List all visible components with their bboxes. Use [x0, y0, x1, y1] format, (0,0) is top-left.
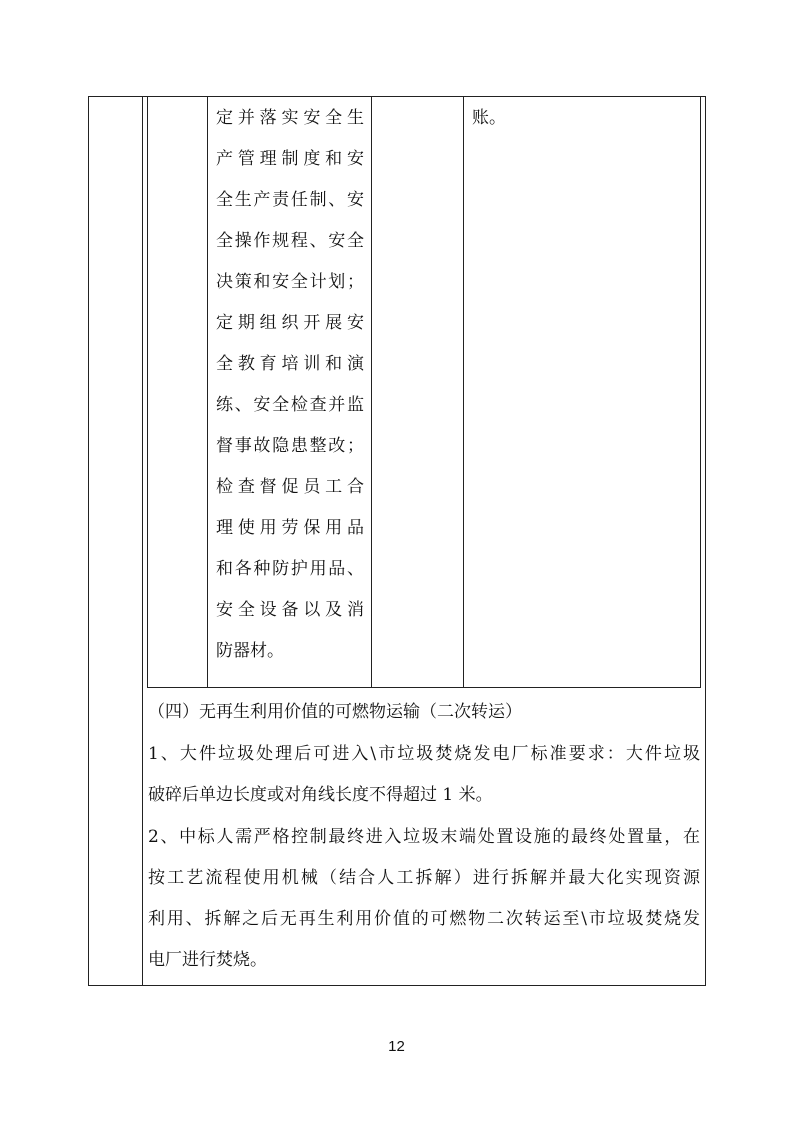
cell-text-line: 账。: [472, 108, 506, 128]
paragraph-1: [148, 734, 700, 816]
paragraph-line: 破碎后单边长度或对角线长度不得超过 1 米。: [148, 785, 493, 805]
table-left-border: [88, 96, 89, 986]
cell-text-line: 定并落实安全生: [216, 108, 364, 128]
column-divider-1: [142, 96, 143, 986]
inner-table-right-border: [700, 96, 701, 688]
cell-text-line: 理使用劳保用品: [216, 518, 364, 538]
cell-text-line: 全操作规程、安全: [216, 231, 364, 251]
cell-text-line: 和各种防护用品、: [216, 559, 364, 579]
table-bottom-border: [88, 985, 706, 986]
cell-text-line: 练、安全检查并监: [216, 395, 364, 415]
inner-table-bottom-border: [147, 687, 701, 688]
cell-text-line: 督事故隐患整改；: [216, 436, 364, 456]
ledger-cell: [472, 98, 692, 139]
cell-text-line: 产管理制度和安: [216, 149, 364, 169]
inner-column-divider-4: [463, 96, 464, 688]
section-heading: [148, 692, 700, 733]
paragraph-line: 电厂进行焚烧。: [148, 950, 267, 970]
cell-text-line: 全教育培训和演: [216, 354, 364, 374]
section-heading-text: （四）无再生利用价值的可燃物运输（二次转运）: [148, 702, 522, 722]
cell-text-line: 防器材。: [216, 641, 284, 661]
page-number: 12: [388, 1038, 405, 1055]
table-right-border: [705, 96, 706, 986]
cell-text-line: 全生产责任制、安: [216, 190, 364, 210]
cell-text-line: 决策和安全计划；: [216, 272, 364, 292]
paragraph-line: 2、中标人需严格控制最终进入垃圾末端处置设施的最终处置量，在: [148, 827, 700, 847]
cell-text-line: 定期组织开展安: [216, 313, 364, 333]
inner-column-divider-2: [207, 96, 208, 688]
table-top-border: [88, 96, 706, 97]
cell-text-line: 检查督促员工合: [216, 477, 364, 497]
safety-duties-cell: [216, 98, 364, 672]
inner-table-left-border: [147, 96, 148, 688]
cell-text-line: 安全设备以及消: [216, 600, 364, 620]
paragraph-line: 按工艺流程使用机械（结合人工拆解）进行拆解并最大化实现资源: [148, 868, 700, 888]
paragraph-line: 1、大件垃圾处理后可进入\市垃圾焚烧发电厂标准要求：大件垃圾: [148, 744, 700, 764]
paragraph-line: 利用、拆解之后无再生利用价值的可燃物二次转运至\市垃圾焚烧发: [148, 909, 700, 929]
inner-column-divider-3: [371, 96, 372, 688]
paragraph-2: [148, 817, 700, 981]
